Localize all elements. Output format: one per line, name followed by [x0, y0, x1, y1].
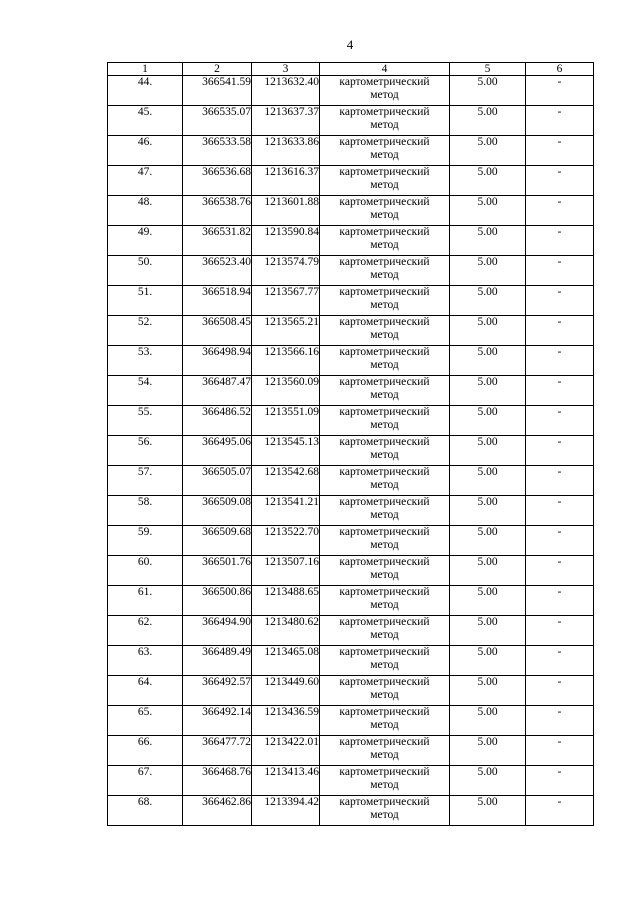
note-cell: - — [526, 196, 594, 226]
table-row — [108, 256, 594, 286]
method-line-1: картометрический — [339, 766, 430, 778]
method-line-2: метод — [370, 599, 399, 611]
error-cell: 5.00 — [450, 526, 526, 556]
point-number-cell: 62. — [108, 616, 183, 646]
method-cell — [320, 496, 450, 526]
error-cell: 5.00 — [450, 166, 526, 196]
method-line-2: метод — [370, 659, 399, 671]
table-row — [108, 616, 594, 646]
header-cell-2: 2 — [183, 63, 252, 76]
y-coordinate-cell: 1213422.01 — [252, 736, 320, 766]
method-line-2: метод — [370, 239, 399, 251]
method-line-1: картометрический — [339, 286, 430, 298]
error-cell: 5.00 — [450, 496, 526, 526]
method-line-1: картометрический — [339, 406, 430, 418]
x-coordinate-cell: 366492.14 — [183, 706, 252, 736]
x-coordinate-cell: 366523.40 — [183, 256, 252, 286]
point-number-cell: 47. — [108, 166, 183, 196]
error-cell: 5.00 — [450, 136, 526, 166]
method-line-1: картометрический — [339, 226, 430, 238]
method-line-2: метод — [370, 629, 399, 641]
method-line-1: картометрический — [339, 436, 430, 448]
note-cell: - — [526, 136, 594, 166]
method-line-2: метод — [370, 269, 399, 281]
error-cell: 5.00 — [450, 436, 526, 466]
method-cell — [320, 646, 450, 676]
point-number-cell: 55. — [108, 406, 183, 436]
table-row — [108, 106, 594, 136]
method-line-1: картометрический — [339, 196, 430, 208]
x-coordinate-cell: 366541.59 — [183, 76, 252, 106]
table-row — [108, 76, 594, 106]
point-number-cell: 64. — [108, 676, 183, 706]
y-coordinate-cell: 1213465.08 — [252, 646, 320, 676]
point-number-cell: 51. — [108, 286, 183, 316]
y-coordinate-cell: 1213522.70 — [252, 526, 320, 556]
method-line-2: метод — [370, 509, 399, 521]
method-cell — [320, 436, 450, 466]
table-row — [108, 316, 594, 346]
point-number-cell: 63. — [108, 646, 183, 676]
header-cell-1: 1 — [108, 63, 183, 76]
table-row — [108, 766, 594, 796]
point-number-cell: 68. — [108, 796, 183, 826]
point-number-cell: 45. — [108, 106, 183, 136]
y-coordinate-cell: 1213565.21 — [252, 316, 320, 346]
table-row — [108, 736, 594, 766]
table-row — [108, 136, 594, 166]
error-cell: 5.00 — [450, 76, 526, 106]
method-line-1: картометрический — [339, 76, 430, 88]
x-coordinate-cell: 366486.52 — [183, 406, 252, 436]
method-cell — [320, 706, 450, 736]
method-line-1: картометрический — [339, 556, 430, 568]
note-cell: - — [526, 616, 594, 646]
point-number-cell: 48. — [108, 196, 183, 226]
table-row — [108, 706, 594, 736]
method-cell — [320, 286, 450, 316]
method-line-1: картометрический — [339, 346, 430, 358]
table-body — [108, 76, 594, 826]
error-cell: 5.00 — [450, 316, 526, 346]
table-row — [108, 676, 594, 706]
note-cell: - — [526, 736, 594, 766]
error-cell: 5.00 — [450, 406, 526, 436]
point-number-cell: 66. — [108, 736, 183, 766]
point-number-cell: 53. — [108, 346, 183, 376]
method-line-2: метод — [370, 149, 399, 161]
note-cell: - — [526, 436, 594, 466]
error-cell: 5.00 — [450, 226, 526, 256]
header-cell-4: 4 — [320, 63, 450, 76]
note-cell: - — [526, 76, 594, 106]
method-line-2: метод — [370, 389, 399, 401]
x-coordinate-cell: 366468.76 — [183, 766, 252, 796]
error-cell: 5.00 — [450, 346, 526, 376]
x-coordinate-cell: 366505.07 — [183, 466, 252, 496]
page-number: 4 — [346, 37, 354, 52]
method-line-2: метод — [370, 449, 399, 461]
point-number-cell: 61. — [108, 586, 183, 616]
error-cell: 5.00 — [450, 706, 526, 736]
method-line-1: картометрический — [339, 136, 430, 148]
y-coordinate-cell: 1213545.13 — [252, 436, 320, 466]
note-cell: - — [526, 286, 594, 316]
note-cell: - — [526, 256, 594, 286]
table-row — [108, 556, 594, 586]
table-row — [108, 226, 594, 256]
x-coordinate-cell: 366508.45 — [183, 316, 252, 346]
point-number-cell: 52. — [108, 316, 183, 346]
point-number-cell: 49. — [108, 226, 183, 256]
point-number-cell: 57. — [108, 466, 183, 496]
method-cell — [320, 106, 450, 136]
point-number-cell: 59. — [108, 526, 183, 556]
error-cell: 5.00 — [450, 736, 526, 766]
method-line-1: картометрический — [339, 736, 430, 748]
method-cell — [320, 796, 450, 826]
method-line-2: метод — [370, 119, 399, 131]
y-coordinate-cell: 1213507.16 — [252, 556, 320, 586]
error-cell: 5.00 — [450, 106, 526, 136]
header-cell-3: 3 — [252, 63, 320, 76]
point-number-cell: 60. — [108, 556, 183, 586]
table-header-row — [108, 63, 594, 76]
method-cell — [320, 586, 450, 616]
y-coordinate-cell: 1213574.79 — [252, 256, 320, 286]
note-cell: - — [526, 706, 594, 736]
note-cell: - — [526, 226, 594, 256]
method-cell — [320, 136, 450, 166]
note-cell: - — [526, 526, 594, 556]
y-coordinate-cell: 1213633.86 — [252, 136, 320, 166]
y-coordinate-cell: 1213488.65 — [252, 586, 320, 616]
note-cell: - — [526, 316, 594, 346]
error-cell: 5.00 — [450, 556, 526, 586]
error-cell: 5.00 — [450, 646, 526, 676]
method-cell — [320, 556, 450, 586]
method-line-2: метод — [370, 329, 399, 341]
method-line-1: картометрический — [339, 166, 430, 178]
table-row — [108, 646, 594, 676]
method-line-2: метод — [370, 809, 399, 821]
point-number-cell: 46. — [108, 136, 183, 166]
point-number-cell: 50. — [108, 256, 183, 286]
method-line-1: картометрический — [339, 316, 430, 328]
note-cell: - — [526, 646, 594, 676]
method-line-2: метод — [370, 569, 399, 581]
note-cell: - — [526, 166, 594, 196]
table-row — [108, 196, 594, 226]
table-row — [108, 436, 594, 466]
method-line-1: картометрический — [339, 706, 430, 718]
method-line-1: картометрический — [339, 526, 430, 538]
method-cell — [320, 766, 450, 796]
method-line-1: картометрический — [339, 586, 430, 598]
y-coordinate-cell: 1213601.88 — [252, 196, 320, 226]
table-row — [108, 166, 594, 196]
method-line-1: картометрический — [339, 676, 430, 688]
method-cell — [320, 196, 450, 226]
method-cell — [320, 526, 450, 556]
method-cell — [320, 616, 450, 646]
method-line-2: метод — [370, 689, 399, 701]
header-cell-5: 5 — [450, 63, 526, 76]
method-line-2: метод — [370, 419, 399, 431]
method-cell — [320, 406, 450, 436]
error-cell: 5.00 — [450, 196, 526, 226]
x-coordinate-cell: 366477.72 — [183, 736, 252, 766]
y-coordinate-cell: 1213590.84 — [252, 226, 320, 256]
y-coordinate-cell: 1213480.62 — [252, 616, 320, 646]
table-row — [108, 346, 594, 376]
error-cell: 5.00 — [450, 376, 526, 406]
error-cell: 5.00 — [450, 466, 526, 496]
y-coordinate-cell: 1213566.16 — [252, 346, 320, 376]
point-number-cell: 54. — [108, 376, 183, 406]
method-line-2: метод — [370, 209, 399, 221]
table-row — [108, 526, 594, 556]
method-line-2: метод — [370, 89, 399, 101]
y-coordinate-cell: 1213413.46 — [252, 766, 320, 796]
method-line-1: картометрический — [339, 466, 430, 478]
method-line-1: картометрический — [339, 616, 430, 628]
method-line-2: метод — [370, 779, 399, 791]
method-line-1: картометрический — [339, 376, 430, 388]
error-cell: 5.00 — [450, 286, 526, 316]
method-line-2: метод — [370, 479, 399, 491]
y-coordinate-cell: 1213551.09 — [252, 406, 320, 436]
error-cell: 5.00 — [450, 256, 526, 286]
method-line-2: метод — [370, 749, 399, 761]
point-number-cell: 58. — [108, 496, 183, 526]
x-coordinate-cell: 366500.86 — [183, 586, 252, 616]
method-line-2: метод — [370, 719, 399, 731]
y-coordinate-cell: 1213449.60 — [252, 676, 320, 706]
error-cell: 5.00 — [450, 586, 526, 616]
x-coordinate-cell: 366536.68 — [183, 166, 252, 196]
error-cell: 5.00 — [450, 676, 526, 706]
x-coordinate-cell: 366538.76 — [183, 196, 252, 226]
error-cell: 5.00 — [450, 766, 526, 796]
y-coordinate-cell: 1213436.59 — [252, 706, 320, 736]
y-coordinate-cell: 1213541.21 — [252, 496, 320, 526]
x-coordinate-cell: 366509.68 — [183, 526, 252, 556]
note-cell: - — [526, 496, 594, 526]
method-cell — [320, 466, 450, 496]
method-line-1: картометрический — [339, 796, 430, 808]
method-line-1: картометрический — [339, 646, 430, 658]
header-cell-6: 6 — [526, 63, 594, 76]
point-number-cell: 65. — [108, 706, 183, 736]
method-line-2: метод — [370, 359, 399, 371]
x-coordinate-cell: 366535.07 — [183, 106, 252, 136]
table-row — [108, 586, 594, 616]
note-cell: - — [526, 766, 594, 796]
method-line-1: картометрический — [339, 256, 430, 268]
x-coordinate-cell: 366518.94 — [183, 286, 252, 316]
y-coordinate-cell: 1213616.37 — [252, 166, 320, 196]
x-coordinate-cell: 366501.76 — [183, 556, 252, 586]
y-coordinate-cell: 1213632.40 — [252, 76, 320, 106]
note-cell: - — [526, 376, 594, 406]
coordinates-table — [107, 62, 594, 826]
method-cell — [320, 316, 450, 346]
note-cell: - — [526, 106, 594, 136]
x-coordinate-cell: 366495.06 — [183, 436, 252, 466]
note-cell: - — [526, 406, 594, 436]
y-coordinate-cell: 1213637.37 — [252, 106, 320, 136]
method-line-1: картометрический — [339, 106, 430, 118]
y-coordinate-cell: 1213542.68 — [252, 466, 320, 496]
method-line-2: метод — [370, 179, 399, 191]
x-coordinate-cell: 366487.47 — [183, 376, 252, 406]
note-cell: - — [526, 586, 594, 616]
table-row — [108, 406, 594, 436]
note-cell: - — [526, 676, 594, 706]
note-cell: - — [526, 346, 594, 376]
method-line-1: картометрический — [339, 496, 430, 508]
method-cell — [320, 166, 450, 196]
method-cell — [320, 676, 450, 706]
x-coordinate-cell: 366492.57 — [183, 676, 252, 706]
y-coordinate-cell: 1213560.09 — [252, 376, 320, 406]
y-coordinate-cell: 1213567.77 — [252, 286, 320, 316]
note-cell: - — [526, 466, 594, 496]
x-coordinate-cell: 366498.94 — [183, 346, 252, 376]
method-cell — [320, 76, 450, 106]
method-cell — [320, 226, 450, 256]
method-cell — [320, 346, 450, 376]
method-line-2: метод — [370, 539, 399, 551]
y-coordinate-cell: 1213394.42 — [252, 796, 320, 826]
point-number-cell: 56. — [108, 436, 183, 466]
table-row — [108, 496, 594, 526]
table-row — [108, 376, 594, 406]
x-coordinate-cell: 366531.82 — [183, 226, 252, 256]
error-cell: 5.00 — [450, 616, 526, 646]
note-cell: - — [526, 796, 594, 826]
method-cell — [320, 256, 450, 286]
x-coordinate-cell: 366509.08 — [183, 496, 252, 526]
note-cell: - — [526, 556, 594, 586]
point-number-cell: 67. — [108, 766, 183, 796]
table-row — [108, 286, 594, 316]
x-coordinate-cell: 366462.86 — [183, 796, 252, 826]
method-line-2: метод — [370, 299, 399, 311]
x-coordinate-cell: 366494.90 — [183, 616, 252, 646]
method-cell — [320, 376, 450, 406]
x-coordinate-cell: 366489.49 — [183, 646, 252, 676]
table-row — [108, 796, 594, 826]
point-number-cell: 44. — [108, 76, 183, 106]
x-coordinate-cell: 366533.58 — [183, 136, 252, 166]
method-cell — [320, 736, 450, 766]
table-row — [108, 466, 594, 496]
error-cell: 5.00 — [450, 796, 526, 826]
